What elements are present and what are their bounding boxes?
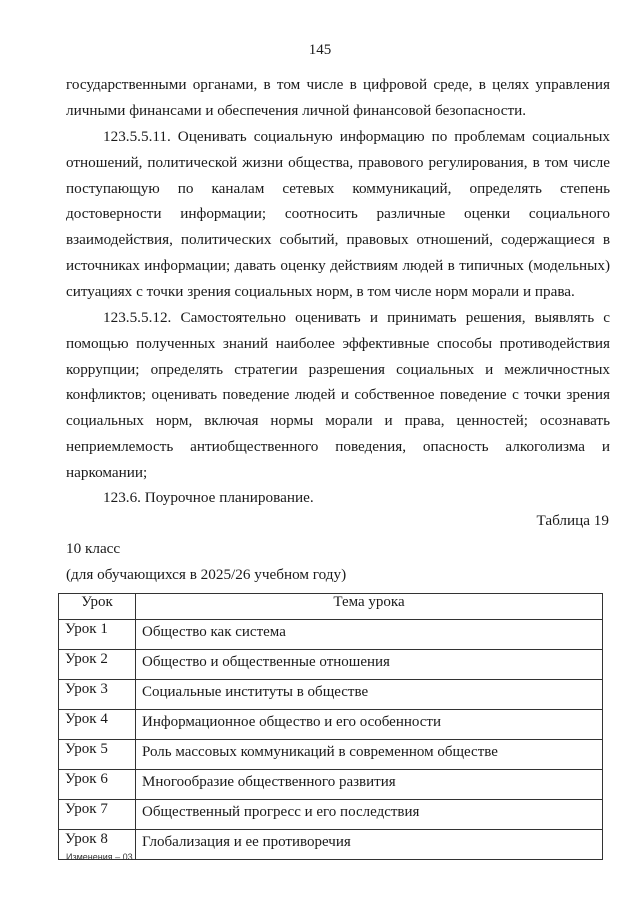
paragraph-123-5-5-12: 123.5.5.12. Самостоятельно оценивать и принимать решения, выявлять с помощью полученных знаний наиболее эффективные способы противодействия коррупции; определять стратегии разрешения социальных и межличностных конфликтов; оценивать поведение людей и собственное поведение с точки зрения социальных норм, включая нормы морали и права, ценностей; осознавать неприемлемость антиобщественного поведения, опасность алкоголизма и наркомании; bbox=[66, 309, 610, 481]
lesson-topic: Социальные институты в обществе bbox=[136, 680, 603, 710]
lesson-number: Урок 5 bbox=[59, 740, 136, 770]
grade-label: 10 класс bbox=[66, 540, 121, 557]
page-number: 145 bbox=[308, 42, 332, 58]
table-row bbox=[59, 710, 603, 740]
lesson-number: Урок 2 bbox=[59, 650, 136, 680]
table-row bbox=[59, 800, 603, 830]
paragraph-continuation: государственными органами, в том числе в цифровой среде, в целях управления личными финансами и обеспечения личной финансовой безопасности. bbox=[66, 76, 610, 119]
lesson-topic: Общество и общественные отношения bbox=[136, 650, 603, 680]
table-row bbox=[59, 740, 603, 770]
paragraph-123-6: 123.6. Поурочное планирование. bbox=[103, 489, 314, 506]
table-caption: Таблица 19 bbox=[536, 512, 609, 529]
lesson-number: Урок 7 bbox=[59, 800, 136, 830]
footer-revision: Изменения – 03 bbox=[66, 852, 133, 862]
lesson-number: Урок 8 bbox=[59, 830, 136, 860]
table-row bbox=[59, 830, 603, 860]
lesson-number: Урок 6 bbox=[59, 770, 136, 800]
table-row bbox=[59, 770, 603, 800]
lesson-topic: Роль массовых коммуникаций в современном обществе bbox=[136, 740, 603, 770]
table-row bbox=[59, 650, 603, 680]
table-row bbox=[59, 680, 603, 710]
lesson-number: Урок 1 bbox=[59, 620, 136, 650]
lesson-topic: Информационное общество и его особенности bbox=[136, 710, 603, 740]
header-topic: Тема урока bbox=[136, 594, 603, 620]
grade-note: (для обучающихся в 2025/26 учебном году) bbox=[66, 566, 347, 583]
table-header-row bbox=[59, 594, 603, 620]
lesson-topic: Глобализация и ее противоречия bbox=[136, 830, 603, 860]
lesson-table bbox=[58, 593, 603, 860]
header-lesson: Урок bbox=[59, 594, 136, 620]
lesson-number: Урок 4 bbox=[59, 710, 136, 740]
lesson-topic: Многообразие общественного развития bbox=[136, 770, 603, 800]
table-row bbox=[59, 620, 603, 650]
lesson-number: Урок 3 bbox=[59, 680, 136, 710]
paragraph-123-5-5-11: 123.5.5.11. Оценивать социальную информацию по проблемам социальных отношений, политической жизни общества, правового регулирования, в том числе поступающую по каналам сетевых коммуникаций, определять степень достоверности информации; соотносить различные оценки социального взаимодействия, политических событий, правовых отношений, содержащиеся в источниках информации; давать оценку действиям людей в типичных (модельных) ситуациях с точки зрения социальных норм, в том числе норм морали и права. bbox=[66, 128, 610, 300]
lesson-topic: Общество как система bbox=[136, 620, 603, 650]
lesson-topic: Общественный прогресс и его последствия bbox=[136, 800, 603, 830]
